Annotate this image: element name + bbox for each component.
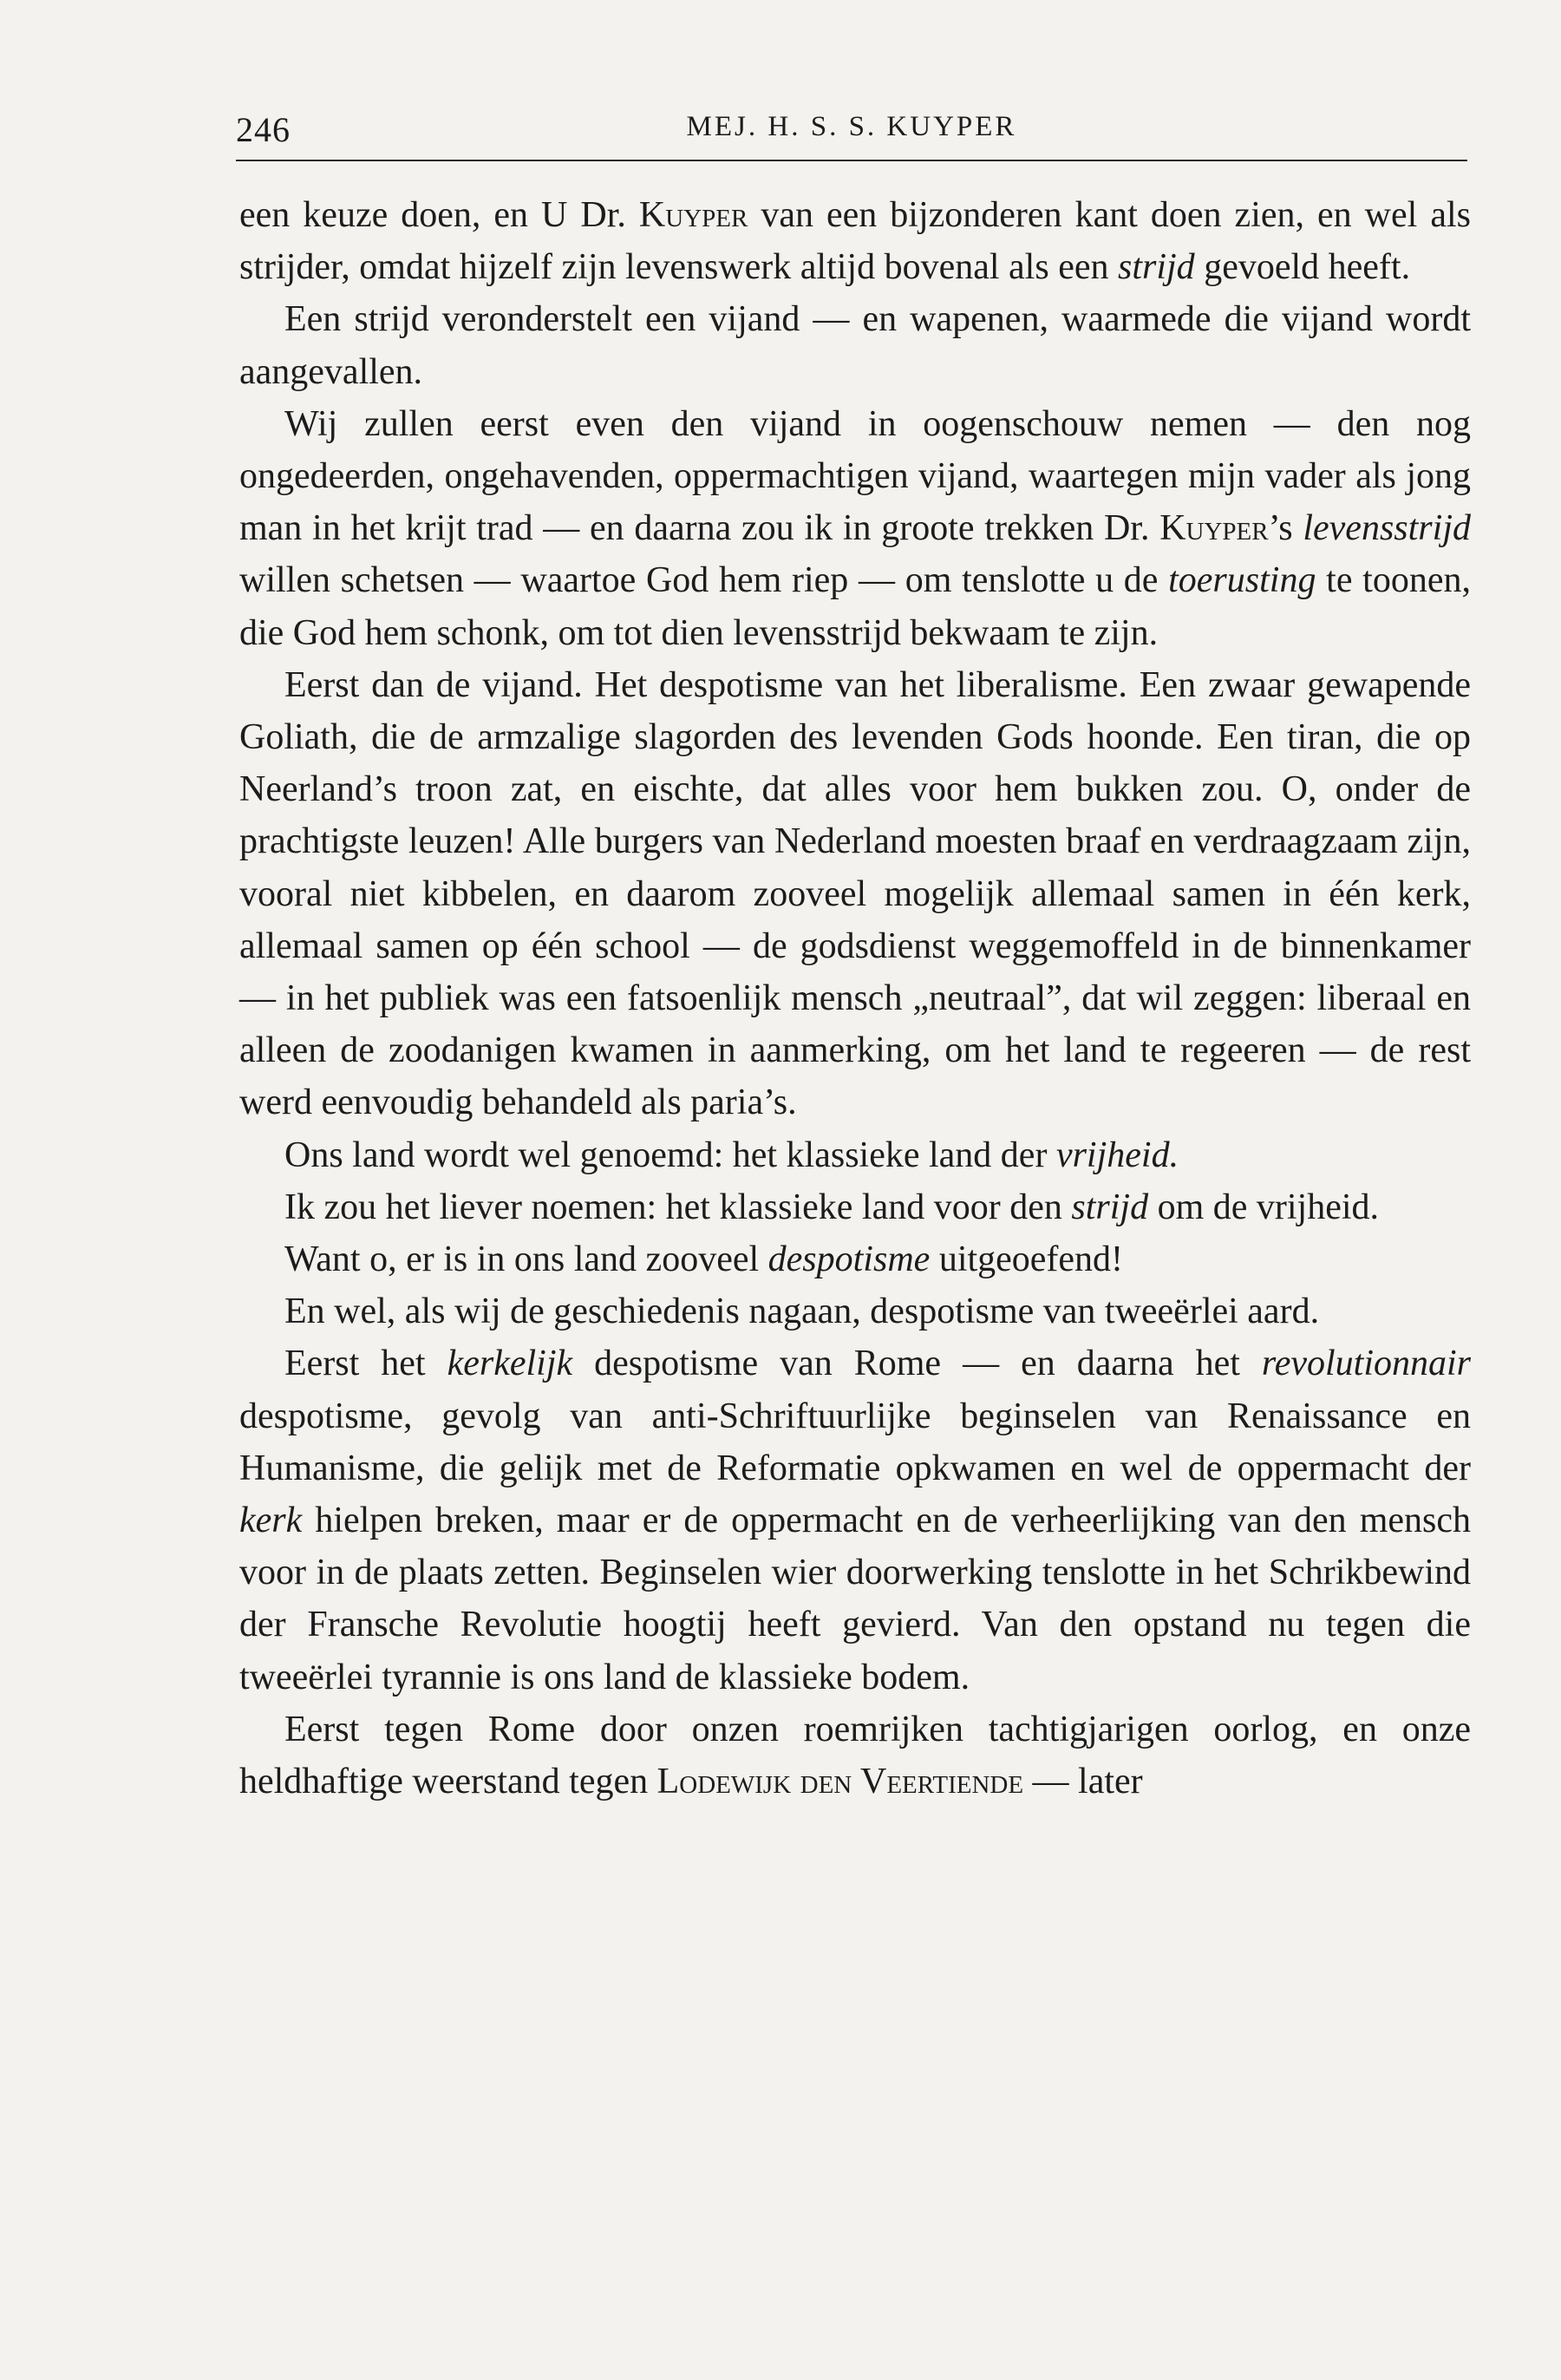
text-run: hielpen breken, maar er de oppermacht en de verheerlijking van den mensch voor in de plaats zetten. Beginselen wier doorwerking tenslotte in het Schrikbewind der Fransche Revolutie hoogtij heeft gevierd. Van den opstand nu tegen die tweeërlei tyrannie is ons land de klassieke bodem. [239,1501,1471,1697]
text-run: Wij zullen eerst even den vijand in oogenschouw nemen — den nog ongedeerden, ongehavenden, oppermachtigen vijand, waartegen mijn vader als jong man in het krijt trad — en daarna zou ik in groote trekken Dr. [239,403,1471,549]
paragraph [239,1285,1471,1337]
text-run: despotisme van Rome — en daarna het [572,1344,1262,1384]
text-run: En wel, als wij de geschiedenis nagaan, despotisme van tweeërlei aard. [284,1291,1320,1332]
small-caps-name: Lodewijk den Veertiende [656,1762,1024,1802]
header-rule [236,160,1467,161]
text-run: — later [1023,1762,1143,1802]
paragraph [239,1337,1471,1703]
emphasis-text: revolutionnair [1261,1344,1471,1384]
text-run: Ik zou het liever noemen: het klassieke land voor den [284,1187,1072,1227]
text-run: willen schetsen — waartoe God hem riep — om tenslotte u de [239,560,1169,601]
text-run: ’s [1268,508,1303,549]
emphasis-text: kerk [239,1501,303,1541]
page-number: 246 [236,110,291,149]
emphasis-text: vrijheid. [1055,1134,1179,1175]
text-run: Ons land wordt wel genoemd: het klassieke land der [284,1134,1056,1175]
small-caps-name: Kuyper [1159,508,1269,549]
paragraph [239,1181,1471,1233]
text-run: Een strijd veronderstelt een vijand — en wapenen, waarmede die vijand wordt aangevallen. [239,299,1471,392]
emphasis-text: strijd [1071,1187,1149,1227]
body-text [239,189,1471,1808]
emphasis-text: levensstrijd [1303,508,1471,549]
text-run: van een bijzonderen kant doen zien, en wel als strijder, omdat hijzelf zijn levenswerk altijd bovenal als een [239,195,1471,288]
text-run: Eerst dan de vijand. Het despotisme van het liberalisme. Een zwaar gewapende Goliath, die de armzalige slagorden des levenden Gods hoonde. Een tiran, die op Neerland’s troon zat, en eischte, dat alles voor hem bukken zou. O, onder de prachtigste leuzen! Alle burgers van Nederland moesten braaf en verdraagzaam zijn, vooral niet kibbelen, en daarom zooveel mogelijk allemaal samen in één kerk, allemaal samen op één school — de godsdienst weggemoffeld in de binnenkamer — in het publiek was een fatsoenlijk mensch „neutraal”, dat wil zeggen: liberaal en alleen de zoodanigen kwamen in aanmerking, om het land te regeeren — de rest werd eenvoudig behandeld als paria’s. [239,664,1471,1123]
paragraph [239,293,1471,397]
small-caps-name: Kuyper [638,195,748,235]
paragraph [239,1129,1471,1181]
text-run: Eerst tegen Rome door onzen roemrijken tachtigjarigen oorlog, en onze heldhaftige weerstand tegen [239,1709,1471,1802]
running-head: MEJ. H. S. S. KUYPER [686,111,1017,142]
text-run: Eerst het [284,1344,447,1384]
text-run: gevoeld heeft. [1194,247,1411,288]
text-run: om de vrijheid. [1148,1187,1380,1227]
paragraph [239,1233,1471,1285]
paragraph [239,1703,1471,1808]
text-run: te toonen, die God hem schonk, om tot dien levensstrijd bekwaam te zijn. [239,560,1471,653]
emphasis-text: kerkelijk [447,1344,573,1384]
emphasis-text: toerusting [1168,560,1316,601]
emphasis-text: despotisme [767,1239,931,1280]
text-run: een keuze doen, en U Dr. [239,195,639,235]
paragraph [239,398,1471,659]
emphasis-text: strijd [1117,247,1195,288]
paragraph [239,189,1471,293]
page-header [236,102,1467,154]
text-run: Want o, er is in ons land zooveel [284,1239,768,1280]
text-run: uitgeoefend! [930,1239,1124,1280]
text-run: despotisme, gevolg van anti-Schriftuurlijke beginselen van Renaissance en Humanisme, die gelijk met de Reformatie opkwamen en wel de oppermacht der [239,1396,1471,1488]
paragraph [239,659,1471,1129]
